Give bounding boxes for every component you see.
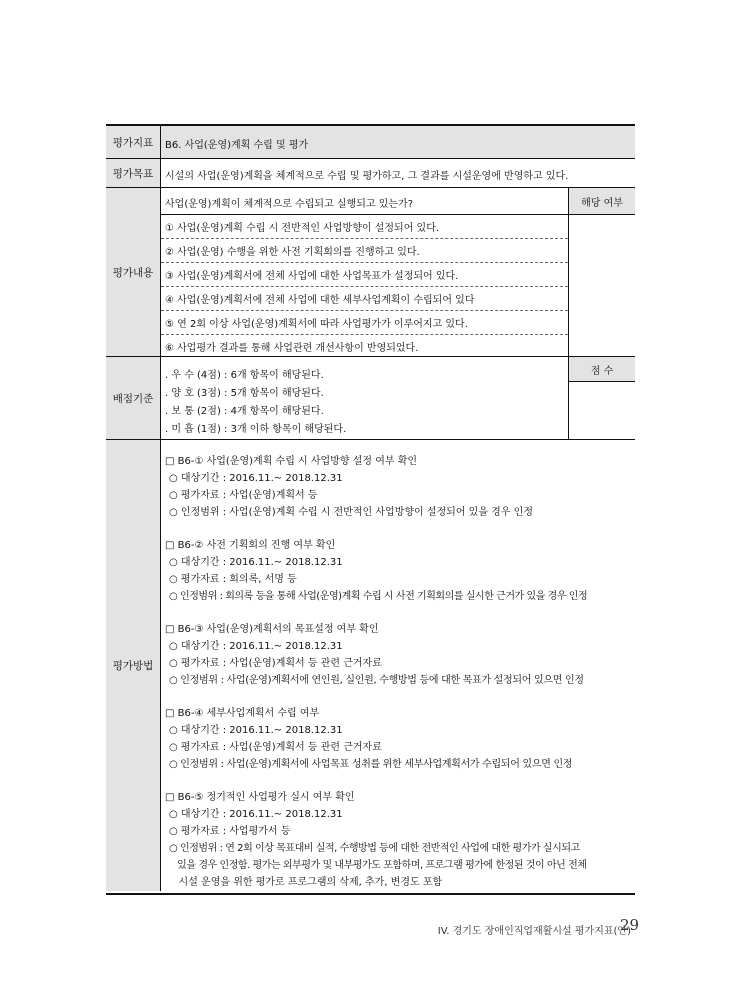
method-label: 평가방법	[106, 440, 161, 891]
method-block-title: □ B6-④ 세부사업계획서 수립 여부	[165, 708, 320, 719]
method-line: ○ 인정범위 : 연 2회 이상 목표대비 실적, 수행방법 등에 대한 전반적인 사업에 대한 평가가 실시되고	[169, 843, 580, 854]
content-item: ② 사업(운영) 수행을 위한 사전 기획회의를 진행하고 있다.	[161, 238, 568, 262]
method-row	[106, 440, 635, 891]
question-row	[161, 188, 635, 214]
content-item: ⑥ 사업평가 결과를 통해 사업관련 개선사항이 반영되었다.	[161, 334, 568, 357]
method-block-title: □ B6-⑤ 정기적인 사업평가 실시 여부 확인	[165, 792, 355, 803]
indicator-row	[106, 126, 635, 159]
method-line: ○ 대상기간 : 2016.11.~ 2018.12.31	[169, 557, 343, 568]
method-line: ○ 인정범위 : 사업(운영)계획 수립 시 전반적인 사업방향이 설정되어 있을 경우 인정	[169, 507, 533, 518]
method-line: ○ 평가자료 : 회의록, 서명 등	[169, 574, 297, 585]
method-block-title: □ B6-① 사업(운영)계획 수립 시 사업방향 설정 여부 확인	[165, 456, 418, 467]
method-line: ○ 평가자료 : 사업(운영)계획서 등	[169, 490, 318, 501]
page-number: 29	[620, 916, 640, 934]
indicator-label: 평가지표	[106, 126, 161, 158]
scoring-line: . 보 통 (2점) : 4개 항목이 해당된다.	[165, 406, 324, 417]
content-cell	[161, 188, 635, 356]
indicator-cell	[161, 126, 635, 158]
goal-value: 시설의 사업(운영)계획을 체계적으로 수립 및 평가하고, 그 결과를 시설운영에 반영하고 있다.	[165, 171, 569, 182]
method-block-title: □ B6-② 사전 기획회의 진행 여부 확인	[165, 540, 336, 551]
method-line: 시설 운영을 위한 평가로 프로그램의 삭제, 추가, 변경도 포함	[169, 877, 443, 888]
check-header: 해당 여부	[568, 188, 635, 214]
evaluation-table	[106, 124, 635, 895]
method-cell	[161, 440, 635, 891]
method-line: ○ 대상기간 : 2016.11.~ 2018.12.31	[169, 473, 343, 484]
content-item: ④ 사업(운영)계획서에 전체 사업에 대한 세부사업계획이 수립되어 있다	[161, 286, 568, 310]
goal-row	[106, 159, 635, 188]
scoring-cell	[161, 357, 635, 439]
footer-text: IV. 경기도 장애인직업재활시설 평가지표(안)	[437, 926, 631, 937]
content-item: ③ 사업(운영)계획서에 전체 사업에 대한 사업목표가 설정되어 있다.	[161, 262, 568, 286]
content-row	[106, 188, 635, 357]
method-line: ○ 대상기간 : 2016.11.~ 2018.12.31	[169, 641, 343, 652]
scoring-label: 배점기준	[106, 357, 161, 439]
scoring-line: . 우 수 (4점) : 6개 항목이 해당된다.	[165, 370, 324, 381]
goal-cell	[161, 159, 635, 187]
content-item: ① 사업(운영)계획 수립 시 전반적인 사업방향이 설정되어 있다.	[161, 214, 568, 238]
method-line: ○ 대상기간 : 2016.11.~ 2018.12.31	[169, 725, 343, 736]
method-line: 있을 경우 인정함. 평가는 외부평가 및 내부평가도 포함하며, 프로그램 평가에 한정된 것이 아닌 전체	[169, 860, 587, 871]
method-line: ○ 인정범위 : 사업(운영)계획서에 사업목표 성취를 위한 세부사업계획서가 수립되어 있으면 인정	[169, 759, 573, 770]
content-item: ⑤ 연 2회 이상 사업(운영)계획서에 따라 사업평가가 이루어지고 있다.	[161, 310, 568, 334]
method-line: ○ 대상기간 : 2016.11.~ 2018.12.31	[169, 809, 343, 820]
content-label: 평가내용	[106, 188, 161, 356]
method-block-title: □ B6-③ 사업(운영)계획서의 목표설정 여부 확인	[165, 624, 379, 635]
scoring-line: . 양 호 (3점) : 5개 항목이 해당된다.	[165, 388, 324, 399]
indicator-value: B6. 사업(운영)계획 수립 및 평가	[165, 140, 309, 151]
method-line: ○ 평가자료 : 사업(운영)계획서 등 관련 근거자료	[169, 658, 382, 669]
method-line: ○ 인정범위 : 회의록 등을 통해 사업(운영)계획 수립 시 사전 기획회의를 실시한 근거가 있을 경우 인정	[169, 591, 588, 602]
scoring-row	[106, 357, 635, 440]
method-line: ○ 평가자료 : 사업(운영)계획서 등 관련 근거자료	[169, 742, 382, 753]
goal-label: 평가목표	[106, 159, 161, 187]
method-line: ○ 평가자료 : 사업평가서 등	[169, 826, 291, 837]
score-value-cell	[568, 382, 635, 439]
method-line: ○ 인정범위 : 사업(운영)계획서에 연인원, 실인원, 수행방법 등에 대한 목표가 설정되어 있으면 인정	[169, 675, 584, 686]
check-column	[568, 214, 635, 356]
scoring-line: . 미 흡 (1점) : 3개 이하 항목이 해당된다.	[165, 424, 347, 435]
score-header: 점 수	[568, 357, 635, 382]
content-question: 사업(운영)계획이 체계적으로 수립되고 실행되고 있는가?	[165, 199, 414, 210]
